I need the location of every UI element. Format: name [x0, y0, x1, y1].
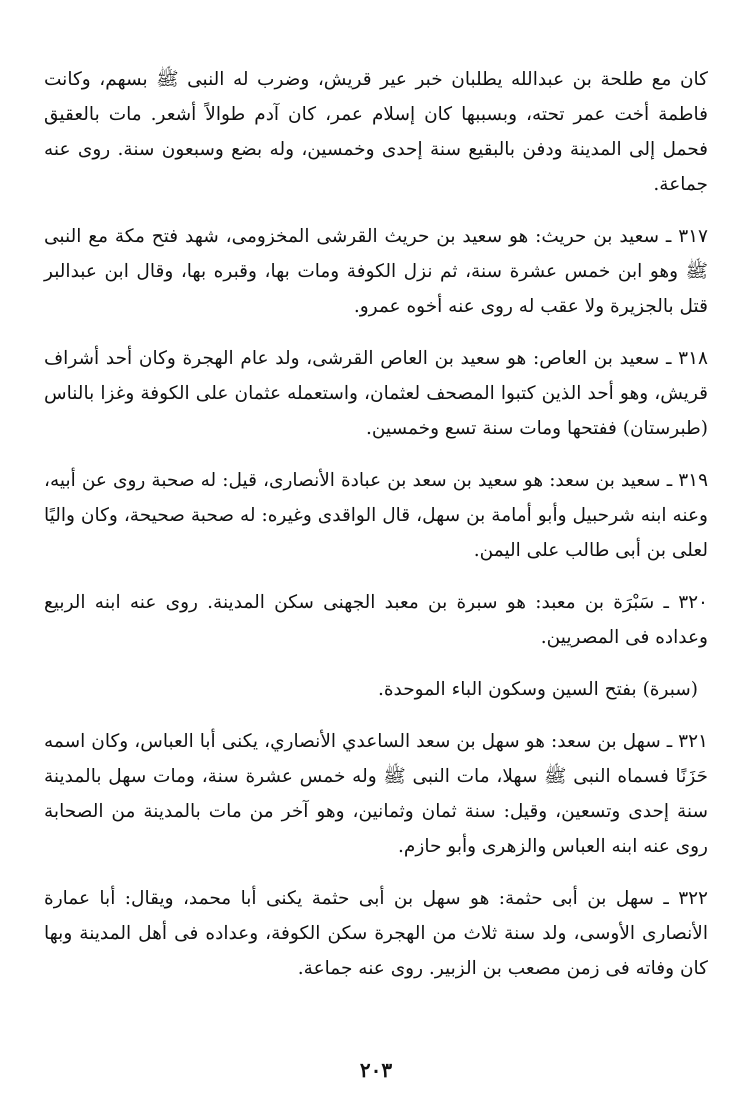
- page-number: ٢٠٣: [359, 1058, 393, 1082]
- entry-317-head: ٣١٧ ـ سعيد بن حريث:: [535, 226, 708, 247]
- entry-322-head: ٣٢٢ ـ سهل بن أبى حثمة:: [498, 888, 708, 909]
- entry-322: [44, 881, 708, 986]
- entry-320: [44, 585, 708, 655]
- entry-321-head: ٣٢١ ـ سهل بن سعد:: [551, 731, 708, 752]
- entry-318: [44, 341, 708, 446]
- entry-320-text: هو سبرة بن معبد الجهنى سكن المدينة. روى عنه ابنه الربيع وعداده فى المصريين.: [44, 592, 708, 648]
- entry-320-head: ٣٢٠ ـ سَبْرَة بن معبد:: [535, 592, 708, 613]
- entry-322-text: هو سهل بن أبى حثمة يكنى أبا محمد، ويقال: أبا عمارة الأنصارى الأوسى، ولد سنة ثلاث من الهجرة سكن الكوفة، وعداده فى أهل المدينة وبها كان وفاته فى زمن مصعب بن الزبير. روى عنه جماعة.: [44, 888, 708, 979]
- entry-317-text: هو سعيد بن حريث القرشى المخزومى، شهد فتح مكة مع النبى ﷺ وهو ابن خمس عشرة سنة، ثم نزل الكوفة ومات بها، وقبره بها، وقال ابن عبدالبر قتل بالجزيرة ولا عقب له روى عنه أخوه عمرو.: [44, 226, 708, 317]
- page-body: [44, 62, 708, 1003]
- entry-321-text: هو سهل بن سعد الساعدي الأنصاري، يكنى أبا العباس، وكان اسمه حَزَنًا فسماه النبى ﷺ سهلا، مات النبى ﷺ وله خمس عشرة سنة، ومات سهل بالمدينة سنة إحدى وتسعين، وقيل: سنة ثمان وثمانين، وهو آخر من مات بالمدينة من الصحابة روى عنه ابنه العباس والزهرى وأبو حازم.: [44, 731, 708, 857]
- entry-318-head: ٣١٨ ـ سعيد بن العاص:: [533, 348, 708, 369]
- opening-paragraph: كان مع طلحة بن عبدالله يطلبان خبر عير قريش، وضرب له النبى ﷺ بسهم، وكانت فاطمة أخت عمر تحته، وبسببها كان إسلام عمر، كان آدم طوالاً أشعر. مات بالعقيق فحمل إلى المدينة ودفن بالبقيع سنة إحدى وخمسين، وله بضع وسبعون سنة. روى عنه جماعة.: [44, 69, 708, 195]
- entry-317: [44, 219, 708, 324]
- entry-318-text: هو سعيد بن العاص القرشى، ولد عام الهجرة وكان أحد أشراف قريش، وهو أحد الذين كتبوا المصحف لعثمان، واستعمله عثمان على الكوفة وغزا بالناس (طبرستان) ففتحها ومات سنة تسع وخمسين.: [44, 348, 708, 439]
- pronunciation-note: (سبرة) بفتح السين وسكون الباء الموحدة.: [377, 679, 698, 700]
- entry-319: [44, 463, 708, 568]
- entry-319-head: ٣١٩ ـ سعيد بن سعد:: [549, 470, 709, 491]
- entry-321: [44, 724, 708, 864]
- entry-319-text: هو سعيد بن سعد بن عبادة الأنصارى، قيل: له صحبة روى عن أبيه، وعنه ابنه شرحبيل وأبو أمامة بن سهل، قال الواقدى وغيره: له صحبة صحيحة، وكان واليًا لعلى بن أبى طالب على اليمن.: [44, 470, 708, 561]
